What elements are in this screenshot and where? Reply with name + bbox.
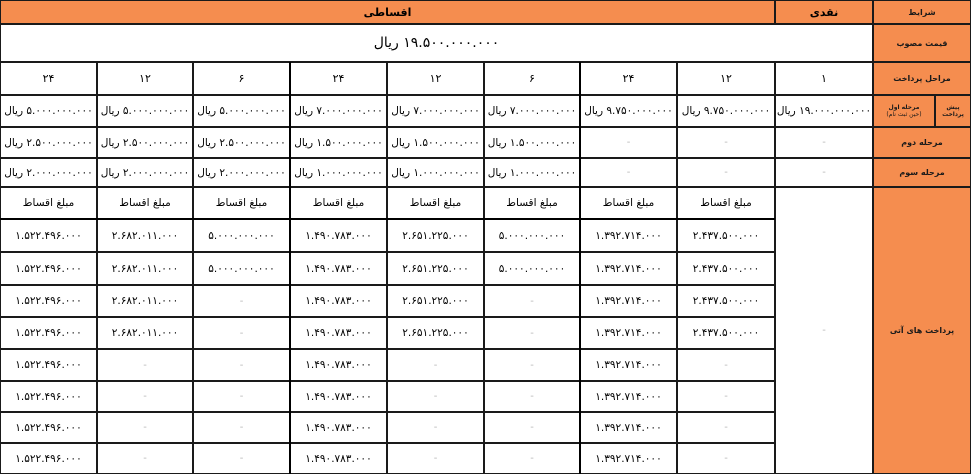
installment-cell: - bbox=[484, 285, 580, 317]
installment-cell: - bbox=[387, 349, 484, 381]
installment-cell: - bbox=[677, 443, 775, 474]
stage1-cell-2: ۷.۰۰۰.۰۰۰.۰۰۰ ریال bbox=[484, 95, 580, 127]
installment-cell: ۱.۵۲۲.۴۹۶.۰۰۰ bbox=[0, 219, 97, 252]
installment-cell: ۱.۴۹۰.۷۸۳.۰۰۰ bbox=[290, 412, 387, 443]
stage-count-2: ۶ bbox=[484, 62, 580, 95]
installment-cell: ۱.۵۲۲.۴۹۶.۰۰۰ bbox=[0, 317, 97, 349]
installment-cell: ۲.۶۵۱.۲۲۵.۰۰۰ bbox=[387, 317, 484, 349]
installment-cell: - bbox=[484, 381, 580, 412]
header-settlement: شرایط bbox=[873, 0, 971, 24]
stage3-cell-6: ۲.۰۰۰.۰۰۰.۰۰۰ ریال bbox=[97, 158, 193, 187]
stage2-cell-5: ۲.۵۰۰.۰۰۰.۰۰۰ ریال bbox=[193, 127, 290, 158]
stages-cash-value: ۱ bbox=[775, 62, 873, 95]
installment-header-4: مبلغ اقساط bbox=[290, 187, 387, 219]
installment-cell: - bbox=[484, 349, 580, 381]
installment-cell: - bbox=[677, 349, 775, 381]
installment-cell: ۵.۰۰۰.۰۰۰.۰۰۰ bbox=[193, 219, 290, 252]
stage-count-7: ۲۴ bbox=[0, 62, 97, 95]
installment-cell: - bbox=[193, 349, 290, 381]
installment-cell: ۱.۵۲۲.۴۹۶.۰۰۰ bbox=[0, 412, 97, 443]
installment-cell: ۱.۳۹۲.۷۱۴.۰۰۰ bbox=[580, 381, 677, 412]
stage-count-3: ۱۲ bbox=[387, 62, 484, 95]
installment-cell: ۱.۴۹۰.۷۸۳.۰۰۰ bbox=[290, 349, 387, 381]
stage1-cell-0: ۹.۷۵۰.۰۰۰.۰۰۰ ریال bbox=[677, 95, 775, 127]
installment-header-2: مبلغ اقساط bbox=[484, 187, 580, 219]
stage2-cell-2: ۱.۵۰۰.۰۰۰.۰۰۰ ریال bbox=[484, 127, 580, 158]
installment-cell: ۲.۴۳۷.۵۰۰.۰۰۰ bbox=[677, 252, 775, 285]
installment-cell: ۱.۳۹۲.۷۱۴.۰۰۰ bbox=[580, 412, 677, 443]
installment-cell: - bbox=[193, 317, 290, 349]
stage2-cell-0: - bbox=[677, 127, 775, 158]
installment-cell: ۲.۶۸۲.۰۱۱.۰۰۰ bbox=[97, 285, 193, 317]
installment-cell: - bbox=[97, 381, 193, 412]
stage3-label: مرحله سوم bbox=[873, 158, 971, 187]
installment-cell: ۱.۴۹۰.۷۸۳.۰۰۰ bbox=[290, 443, 387, 474]
installment-cell: - bbox=[677, 412, 775, 443]
stage2-cell-1: - bbox=[580, 127, 677, 158]
installment-cell: ۱.۵۲۲.۴۹۶.۰۰۰ bbox=[0, 443, 97, 474]
installment-cell: ۱.۵۲۲.۴۹۶.۰۰۰ bbox=[0, 285, 97, 317]
price-label: قیمت مصوب bbox=[873, 24, 971, 62]
stage1-cash: ۱۹.۰۰۰.۰۰۰.۰۰۰ ریال bbox=[775, 95, 873, 127]
installment-cell: - bbox=[97, 443, 193, 474]
installment-cell: ۲.۶۸۲.۰۱۱.۰۰۰ bbox=[97, 252, 193, 285]
stage1-note: (حین ثبت نام) bbox=[886, 111, 922, 118]
installment-cell: ۱.۴۹۰.۷۸۳.۰۰۰ bbox=[290, 219, 387, 252]
installment-cell: ۱.۴۹۰.۷۸۳.۰۰۰ bbox=[290, 285, 387, 317]
installment-cell: ۱.۵۲۲.۴۹۶.۰۰۰ bbox=[0, 349, 97, 381]
stage1-cell-5: ۵.۰۰۰.۰۰۰.۰۰۰ ریال bbox=[193, 95, 290, 127]
group-divider bbox=[579, 62, 581, 474]
installments-cash: - bbox=[775, 187, 873, 474]
stage3-cell-5: ۲.۰۰۰.۰۰۰.۰۰۰ ریال bbox=[193, 158, 290, 187]
installment-cell: - bbox=[387, 381, 484, 412]
installment-cell: - bbox=[677, 381, 775, 412]
installment-cell: - bbox=[193, 412, 290, 443]
stage2-label: مرحله دوم bbox=[873, 127, 971, 158]
stages-label: مراحل پرداخت bbox=[873, 62, 971, 95]
installment-cell: ۱.۵۲۲.۴۹۶.۰۰۰ bbox=[0, 381, 97, 412]
installment-cell: ۱.۳۹۲.۷۱۴.۰۰۰ bbox=[580, 317, 677, 349]
installment-cell: - bbox=[484, 317, 580, 349]
installment-cell: ۵.۰۰۰.۰۰۰.۰۰۰ bbox=[484, 219, 580, 252]
installment-cell: ۱.۳۹۲.۷۱۴.۰۰۰ bbox=[580, 443, 677, 474]
header-cash: نقدی bbox=[775, 0, 873, 24]
installment-cell: - bbox=[484, 412, 580, 443]
stage2-cell-4: ۱.۵۰۰.۰۰۰.۰۰۰ ریال bbox=[290, 127, 387, 158]
installment-header-3: مبلغ اقساط bbox=[387, 187, 484, 219]
installment-cell: - bbox=[484, 443, 580, 474]
installment-cell: - bbox=[387, 443, 484, 474]
installment-cell: - bbox=[193, 285, 290, 317]
installment-header-0: مبلغ اقساط bbox=[677, 187, 775, 219]
price-value: ۱۹.۵۰۰.۰۰۰.۰۰۰ ریال bbox=[0, 24, 873, 62]
stage-count-0: ۱۲ bbox=[677, 62, 775, 95]
stage3-cell-3: ۱.۰۰۰.۰۰۰.۰۰۰ ریال bbox=[387, 158, 484, 187]
installment-header-1: مبلغ اقساط bbox=[580, 187, 677, 219]
stage3-cell-7: ۲.۰۰۰.۰۰۰.۰۰۰ ریال bbox=[0, 158, 97, 187]
installment-cell: ۱.۴۹۰.۷۸۳.۰۰۰ bbox=[290, 381, 387, 412]
installments-label: پرداخت های آتی bbox=[873, 187, 971, 474]
installment-cell: ۱.۳۹۲.۷۱۴.۰۰۰ bbox=[580, 285, 677, 317]
installment-cell: ۲.۴۳۷.۵۰۰.۰۰۰ bbox=[677, 317, 775, 349]
stage1-label-text: مرحله اول bbox=[888, 103, 920, 111]
stage1-cell-1: ۹.۷۵۰.۰۰۰.۰۰۰ ریال bbox=[580, 95, 677, 127]
stage2-cell-6: ۲.۵۰۰.۰۰۰.۰۰۰ ریال bbox=[97, 127, 193, 158]
installment-cell: ۱.۳۹۲.۷۱۴.۰۰۰ bbox=[580, 219, 677, 252]
stage1-label bbox=[873, 95, 935, 127]
installment-header-7: مبلغ اقساط bbox=[0, 187, 97, 219]
installment-cell: - bbox=[97, 349, 193, 381]
stage1-cell-6: ۵.۰۰۰.۰۰۰.۰۰۰ ریال bbox=[97, 95, 193, 127]
installment-cell: ۲.۶۸۲.۰۱۱.۰۰۰ bbox=[97, 219, 193, 252]
header-divider bbox=[0, 218, 775, 220]
installment-header-6: مبلغ اقساط bbox=[97, 187, 193, 219]
stage-count-1: ۲۴ bbox=[580, 62, 677, 95]
installment-cell: ۱.۳۹۲.۷۱۴.۰۰۰ bbox=[580, 252, 677, 285]
stage3-cell-0: - bbox=[677, 158, 775, 187]
stage3-cell-4: ۱.۰۰۰.۰۰۰.۰۰۰ ریال bbox=[290, 158, 387, 187]
stage2-cash: - bbox=[775, 127, 873, 158]
installment-cell: - bbox=[387, 412, 484, 443]
installment-cell: ۵.۰۰۰.۰۰۰.۰۰۰ bbox=[193, 252, 290, 285]
stage3-cash: - bbox=[775, 158, 873, 187]
stage-count-6: ۱۲ bbox=[97, 62, 193, 95]
stage2-cell-7: ۲.۵۰۰.۰۰۰.۰۰۰ ریال bbox=[0, 127, 97, 158]
header-installment: اقساطی bbox=[0, 0, 775, 24]
stage1-cell-7: ۵.۰۰۰.۰۰۰.۰۰۰ ریال bbox=[0, 95, 97, 127]
installment-cell: ۲.۴۳۷.۵۰۰.۰۰۰ bbox=[677, 219, 775, 252]
stage1-cell-3: ۷.۰۰۰.۰۰۰.۰۰۰ ریال bbox=[387, 95, 484, 127]
stage-count-5: ۶ bbox=[193, 62, 290, 95]
down-payment-group-label: پیش پرداخت bbox=[935, 95, 971, 127]
installment-header-5: مبلغ اقساط bbox=[193, 187, 290, 219]
installment-cell: ۲.۴۳۷.۵۰۰.۰۰۰ bbox=[677, 285, 775, 317]
installment-cell: ۱.۴۹۰.۷۸۳.۰۰۰ bbox=[290, 317, 387, 349]
installment-cell: ۲.۶۵۱.۲۲۵.۰۰۰ bbox=[387, 252, 484, 285]
stage3-cell-2: ۱.۰۰۰.۰۰۰.۰۰۰ ریال bbox=[484, 158, 580, 187]
installment-cell: ۵.۰۰۰.۰۰۰.۰۰۰ bbox=[484, 252, 580, 285]
installment-cell: ۱.۵۲۲.۴۹۶.۰۰۰ bbox=[0, 252, 97, 285]
group-divider bbox=[289, 62, 291, 474]
installment-cell: ۱.۴۹۰.۷۸۳.۰۰۰ bbox=[290, 252, 387, 285]
stage2-cell-3: ۱.۵۰۰.۰۰۰.۰۰۰ ریال bbox=[387, 127, 484, 158]
stage1-cell-4: ۷.۰۰۰.۰۰۰.۰۰۰ ریال bbox=[290, 95, 387, 127]
installment-cell: ۲.۶۵۱.۲۲۵.۰۰۰ bbox=[387, 285, 484, 317]
installment-cell: ۱.۳۹۲.۷۱۴.۰۰۰ bbox=[580, 349, 677, 381]
installment-cell: ۲.۶۸۲.۰۱۱.۰۰۰ bbox=[97, 317, 193, 349]
stage-count-4: ۲۴ bbox=[290, 62, 387, 95]
installment-cell: - bbox=[193, 443, 290, 474]
installment-cell: - bbox=[97, 412, 193, 443]
stage3-cell-1: - bbox=[580, 158, 677, 187]
installment-cell: - bbox=[193, 381, 290, 412]
installment-cell: ۲.۶۵۱.۲۲۵.۰۰۰ bbox=[387, 219, 484, 252]
